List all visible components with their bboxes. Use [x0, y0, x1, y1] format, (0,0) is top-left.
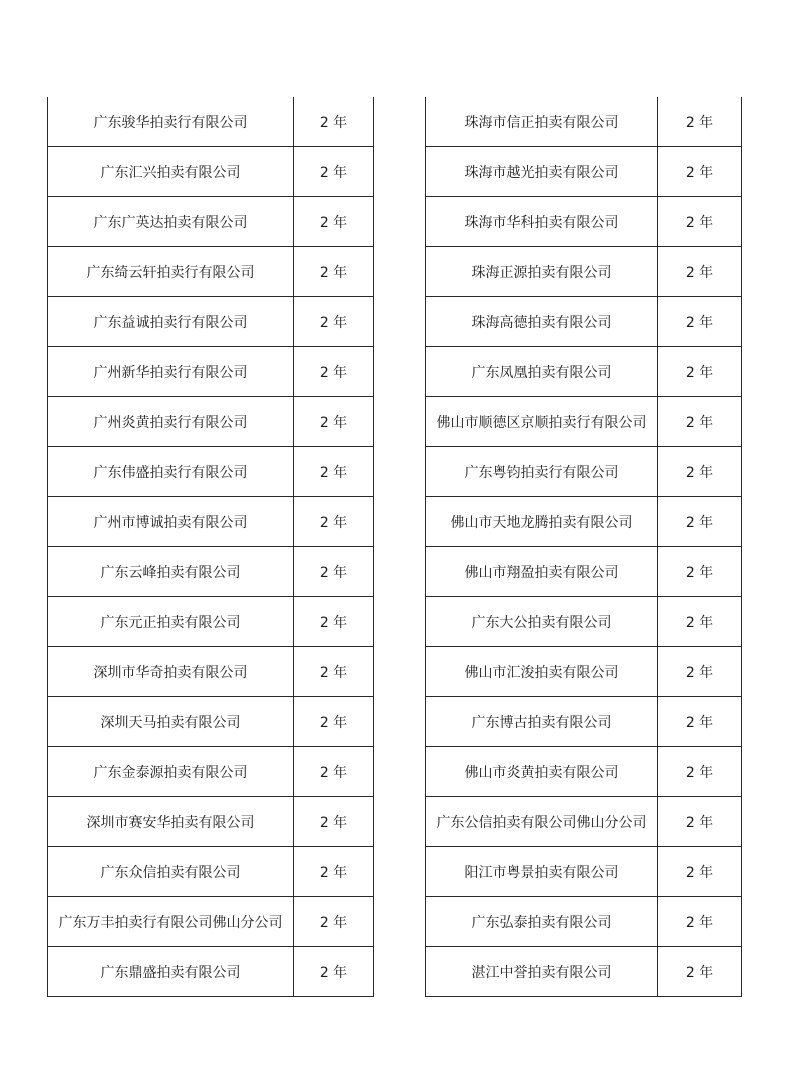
company-name-cell: 广东绮云轩拍卖行有限公司	[48, 247, 294, 297]
table-row	[48, 347, 374, 397]
table-row	[426, 847, 742, 897]
table-row	[48, 297, 374, 347]
company-name-cell: 湛江中誉拍卖有限公司	[426, 947, 658, 997]
table-row	[48, 697, 374, 747]
table-row	[48, 797, 374, 847]
term-cell: 2 年	[294, 747, 374, 797]
company-name-cell: 佛山市天地龙腾拍卖有限公司	[426, 497, 658, 547]
term-cell: 2 年	[294, 797, 374, 847]
table-row	[48, 847, 374, 897]
table-row	[48, 97, 374, 147]
company-name-cell: 深圳天马拍卖有限公司	[48, 697, 294, 747]
table-row	[426, 597, 742, 647]
company-name-cell: 佛山市汇浚拍卖有限公司	[426, 647, 658, 697]
company-name-cell: 广东万丰拍卖行有限公司佛山分公司	[48, 897, 294, 947]
company-name-cell: 广州新华拍卖行有限公司	[48, 347, 294, 397]
company-name-cell: 佛山市翔盈拍卖有限公司	[426, 547, 658, 597]
term-cell: 2 年	[294, 197, 374, 247]
term-cell: 2 年	[294, 497, 374, 547]
table-row	[426, 397, 742, 447]
company-name-cell: 广东鼎盛拍卖有限公司	[48, 947, 294, 997]
term-cell: 2 年	[294, 397, 374, 447]
table-row	[426, 297, 742, 347]
company-name-cell: 佛山市炎黄拍卖有限公司	[426, 747, 658, 797]
term-cell: 2 年	[658, 597, 742, 647]
term-cell: 2 年	[294, 847, 374, 897]
right-table-body	[426, 97, 742, 997]
table-row	[426, 547, 742, 597]
table-row	[426, 947, 742, 997]
company-name-cell: 广东大公拍卖有限公司	[426, 597, 658, 647]
company-name-cell: 珠海市华科拍卖有限公司	[426, 197, 658, 247]
term-cell: 2 年	[658, 97, 742, 147]
table-row	[426, 447, 742, 497]
table-row	[426, 747, 742, 797]
company-name-cell: 广东凤凰拍卖有限公司	[426, 347, 658, 397]
company-name-cell: 珠海市信正拍卖有限公司	[426, 97, 658, 147]
company-name-cell: 广东益诚拍卖行有限公司	[48, 297, 294, 347]
table-row	[426, 347, 742, 397]
company-name-cell: 珠海市越光拍卖有限公司	[426, 147, 658, 197]
company-name-cell: 广东金泰源拍卖有限公司	[48, 747, 294, 797]
table-row	[426, 647, 742, 697]
table-row	[48, 597, 374, 647]
term-cell: 2 年	[658, 347, 742, 397]
company-name-cell: 广东博古拍卖有限公司	[426, 697, 658, 747]
company-name-cell: 阳江市粤景拍卖有限公司	[426, 847, 658, 897]
company-name-cell: 深圳市赛安华拍卖有限公司	[48, 797, 294, 847]
table-row	[426, 97, 742, 147]
company-name-cell: 珠海高德拍卖有限公司	[426, 297, 658, 347]
table-row	[48, 247, 374, 297]
company-name-cell: 广东粤钧拍卖行有限公司	[426, 447, 658, 497]
right-company-table	[425, 97, 742, 997]
term-cell: 2 年	[294, 697, 374, 747]
term-cell: 2 年	[658, 447, 742, 497]
term-cell: 2 年	[294, 297, 374, 347]
table-row	[48, 447, 374, 497]
table-row	[426, 697, 742, 747]
term-cell: 2 年	[658, 497, 742, 547]
company-name-cell: 广州市博诚拍卖有限公司	[48, 497, 294, 547]
left-table-body	[48, 97, 374, 997]
company-name-cell: 广东广英达拍卖有限公司	[48, 197, 294, 247]
term-cell: 2 年	[294, 97, 374, 147]
table-row	[426, 497, 742, 547]
term-cell: 2 年	[658, 147, 742, 197]
term-cell: 2 年	[658, 797, 742, 847]
term-cell: 2 年	[294, 147, 374, 197]
table-row	[48, 547, 374, 597]
company-name-cell: 广东弘泰拍卖有限公司	[426, 897, 658, 947]
term-cell: 2 年	[294, 897, 374, 947]
term-cell: 2 年	[294, 947, 374, 997]
term-cell: 2 年	[658, 697, 742, 747]
table-row	[426, 247, 742, 297]
term-cell: 2 年	[658, 297, 742, 347]
company-name-cell: 广东云峰拍卖有限公司	[48, 547, 294, 597]
left-company-table	[47, 97, 374, 997]
term-cell: 2 年	[294, 547, 374, 597]
term-cell: 2 年	[294, 647, 374, 697]
company-name-cell: 深圳市华奇拍卖有限公司	[48, 647, 294, 697]
table-row	[48, 647, 374, 697]
term-cell: 2 年	[658, 897, 742, 947]
company-name-cell: 佛山市顺德区京顺拍卖行有限公司	[426, 397, 658, 447]
table-row	[48, 897, 374, 947]
table-row	[48, 497, 374, 547]
term-cell: 2 年	[294, 347, 374, 397]
company-name-cell: 广东公信拍卖有限公司佛山分公司	[426, 797, 658, 847]
table-row	[426, 897, 742, 947]
company-name-cell: 广东众信拍卖有限公司	[48, 847, 294, 897]
company-name-cell: 广东汇兴拍卖有限公司	[48, 147, 294, 197]
table-row	[48, 147, 374, 197]
term-cell: 2 年	[658, 647, 742, 697]
table-row	[48, 197, 374, 247]
company-name-cell: 广东伟盛拍卖行有限公司	[48, 447, 294, 497]
term-cell: 2 年	[658, 397, 742, 447]
table-row	[48, 397, 374, 447]
company-name-cell: 珠海正源拍卖有限公司	[426, 247, 658, 297]
company-name-cell: 广东骏华拍卖行有限公司	[48, 97, 294, 147]
term-cell: 2 年	[294, 447, 374, 497]
table-row	[48, 747, 374, 797]
term-cell: 2 年	[658, 547, 742, 597]
term-cell: 2 年	[658, 247, 742, 297]
term-cell: 2 年	[658, 947, 742, 997]
table-row	[48, 947, 374, 997]
term-cell: 2 年	[658, 197, 742, 247]
company-name-cell: 广东元正拍卖有限公司	[48, 597, 294, 647]
table-row	[426, 147, 742, 197]
table-row	[426, 197, 742, 247]
table-row	[426, 797, 742, 847]
term-cell: 2 年	[658, 747, 742, 797]
term-cell: 2 年	[294, 597, 374, 647]
term-cell: 2 年	[658, 847, 742, 897]
company-name-cell: 广州炎黄拍卖行有限公司	[48, 397, 294, 447]
term-cell: 2 年	[294, 247, 374, 297]
